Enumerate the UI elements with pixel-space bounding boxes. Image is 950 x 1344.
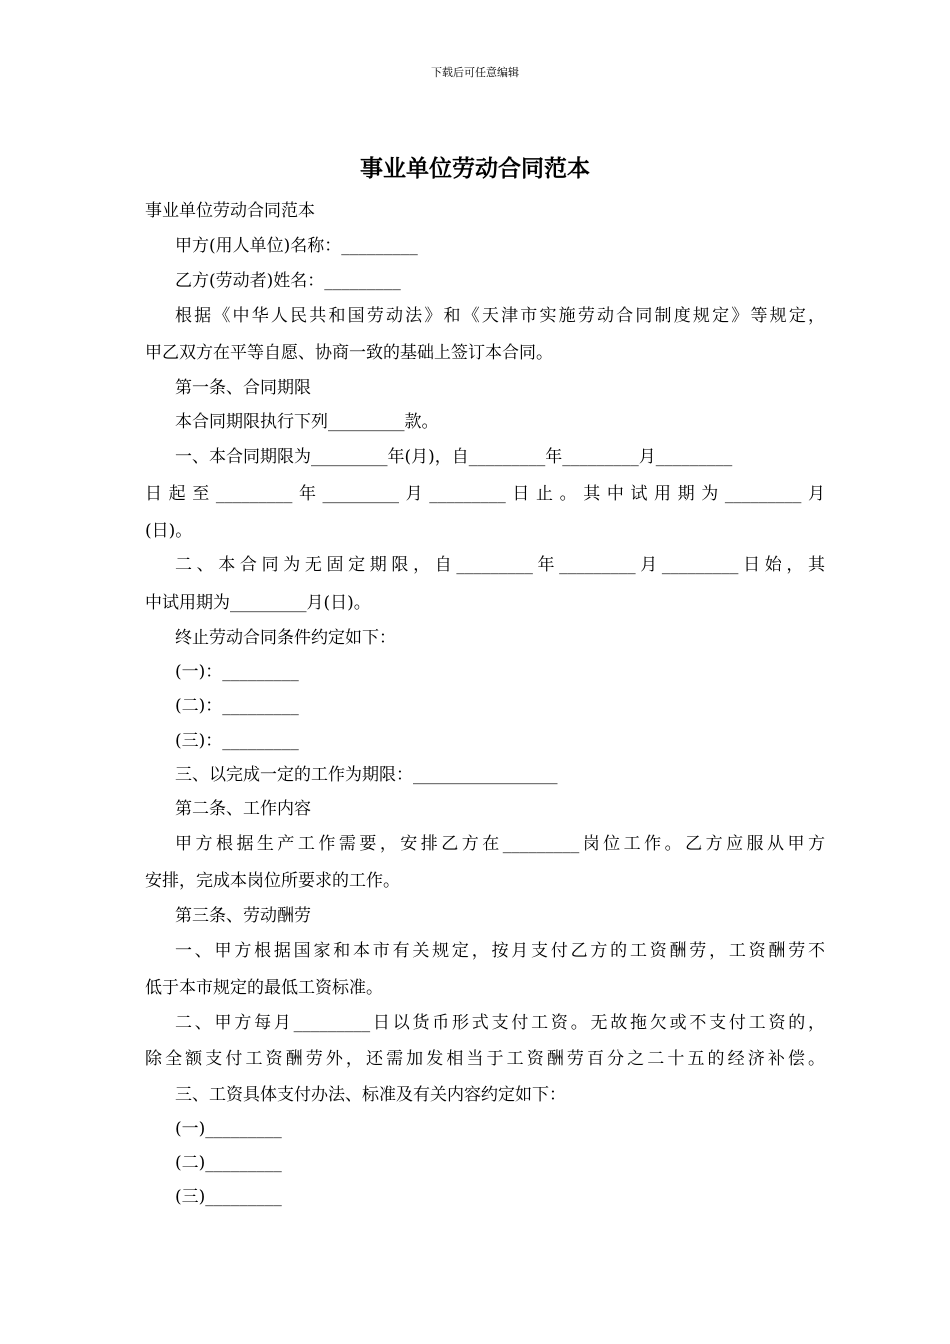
paragraph-line: (日)。 <box>145 521 193 541</box>
paragraph-line: 三、以完成一定的工作为期限：_________________ <box>175 765 558 785</box>
paragraph-line: 低于本市规定的最低工资标准。 <box>145 978 383 998</box>
paragraph-line: 二、甲方每月_________日以货币形式支付工资。无故拖欠或不支付工资的， <box>175 1013 825 1033</box>
paragraph-line: 一、甲方根据国家和本市有关规定，按月支付乙方的工资酬劳，工资酬劳不 <box>175 941 825 961</box>
document-title: 事业单位劳动合同范本 <box>360 155 590 182</box>
party-a-field: 甲方(用人单位)名称：_________ <box>175 236 418 256</box>
list-item: (二)：_________ <box>175 696 299 716</box>
paragraph-line: 三、工资具体支付办法、标准及有关内容约定如下： <box>175 1085 566 1105</box>
list-item: (二)_________ <box>175 1153 282 1173</box>
paragraph-line: 中试用期为_________月(日)。 <box>145 593 371 613</box>
list-item: (三)_________ <box>175 1187 282 1207</box>
article-heading: 第三条、劳动酬劳 <box>175 906 311 926</box>
paragraph-line: 日起至_________年_________月_________日止。其中试用期为_________月 <box>145 484 825 504</box>
list-item: (一)_________ <box>175 1119 282 1139</box>
paragraph-line: 二、本合同为无固定期限，自_________年_________月_________日始，其 <box>175 555 825 575</box>
list-item: (一)：_________ <box>175 662 299 682</box>
article-heading: 第二条、工作内容 <box>175 799 311 819</box>
paragraph-line: 根据《中华人民共和国劳动法》和《天津市实施劳动合同制度规定》等规定， <box>175 306 825 326</box>
paragraph-line: 甲方根据生产工作需要，安排乙方在_________岗位工作。乙方应服从甲方 <box>175 834 825 854</box>
paragraph-line: 安排，完成本岗位所要求的工作。 <box>145 871 400 891</box>
article-heading: 第一条、合同期限 <box>175 378 311 398</box>
list-item: (三)：_________ <box>175 731 299 751</box>
paragraph-line: 甲乙双方在平等自愿、协商一致的基础上签订本合同。 <box>145 343 553 363</box>
paragraph-line: 除全额支付工资酬劳外，还需加发相当于工资酬劳百分之二十五的经济补偿。 <box>145 1049 825 1069</box>
paragraph-line: 终止劳动合同条件约定如下： <box>175 628 396 648</box>
paragraph-line: 一、本合同期限为_________年(月)，自_________年_________月_________ <box>175 447 733 467</box>
subtitle-line: 事业单位劳动合同范本 <box>145 201 315 221</box>
paragraph-line: 本合同期限执行下列_________款。 <box>175 412 439 432</box>
party-b-field: 乙方(劳动者)姓名：_________ <box>175 271 401 291</box>
header-note: 下载后可任意编辑 <box>431 66 519 79</box>
